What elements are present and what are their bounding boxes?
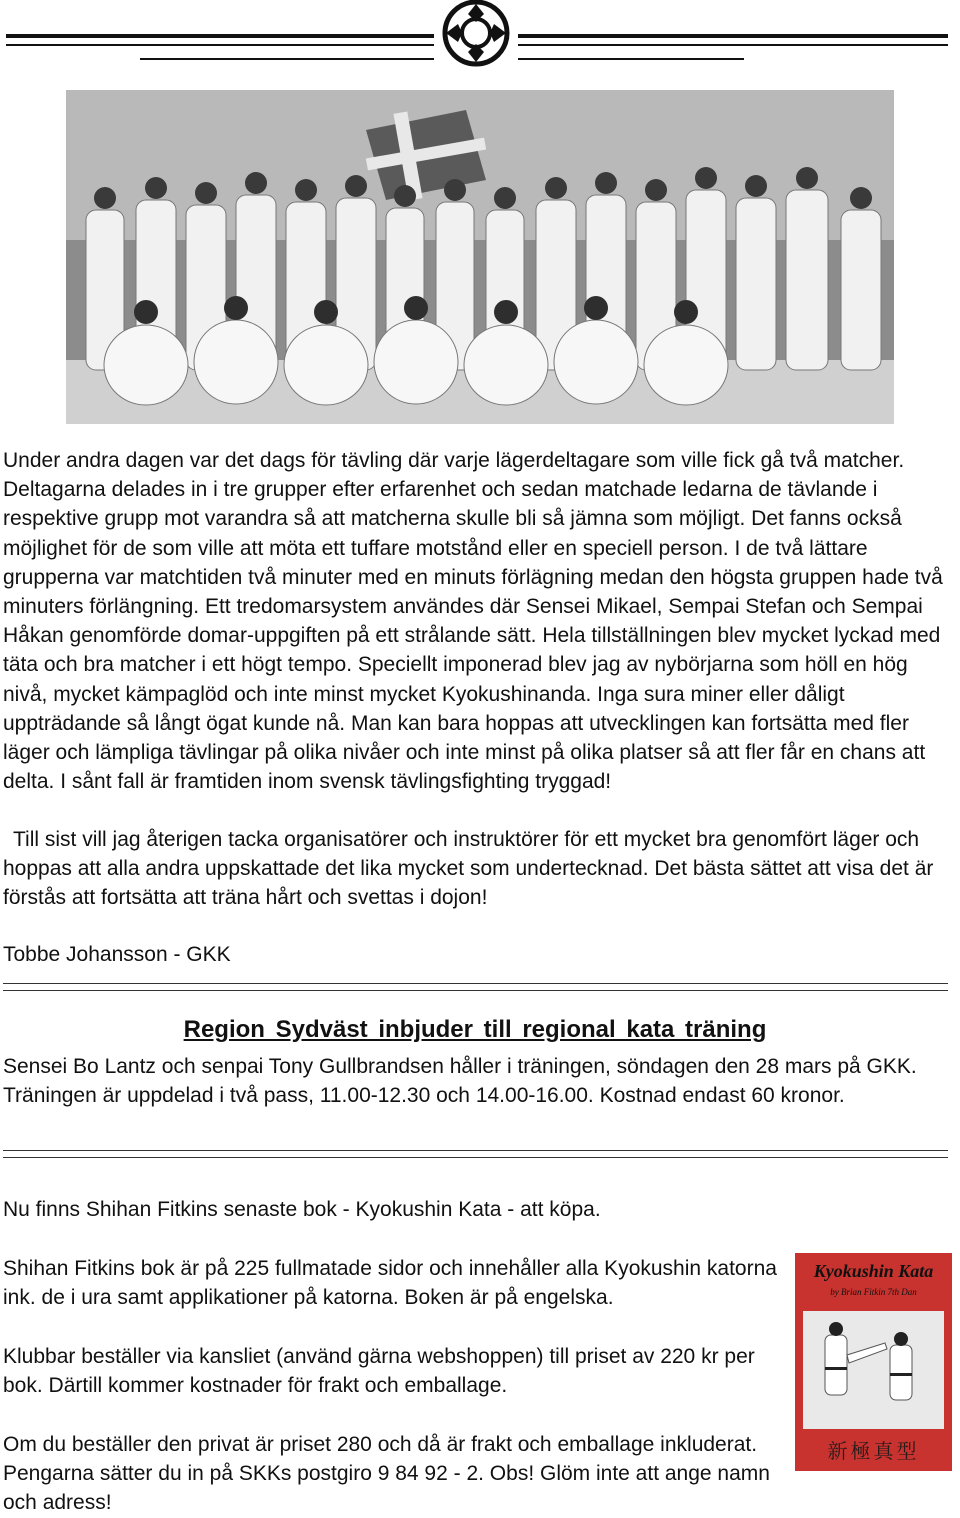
book-paragraph-3: Om du beställer den privat är priset 280 och då är frakt och emballage inkluderat. Pengarna sätter du in på SKKs postgiro 9 84 92 - 2. Obs! Glöm inte att ange namn och adress! (3, 1433, 770, 1515)
region-body: Sensei Bo Lantz och senpai Tony Gullbrandsen håller i träningen, söndagen den 28 mars på GKK. Träningen är uppdelad i två pass, 11.00-12.30 och 14.00-16.00. Kostnad endast 60 kronor. (3, 1055, 917, 1108)
header-rule-thin-right (518, 58, 744, 60)
karate-group-photo-icon (66, 90, 894, 424)
book-cover-karate-figures (795, 1305, 952, 1435)
separator-rule (3, 1150, 948, 1151)
book-paragraph-2: Klubbar beställer via kansliet (använd gärna webshoppen) till priset av 220 kr per bok. Därtill kommer kostnader för frakt och emballage. (3, 1345, 755, 1398)
header-rule-bottom-right (518, 44, 948, 46)
separator-rule (3, 983, 948, 984)
group-photo (66, 90, 894, 424)
article-paragraph-1: Under andra dagen var det dags för tävling där varje lägerdeltagare som ville fick gå två matcher. Deltagarna delades in i tre grupper efter erfarenhet och sedan matchade ledarna de tävlande i respektive grupp mot varandra så att matcherna skulle bli så jämna som möjligt. Det fanns också möjlighet för de som ville att möta ett tuffare motstånd eller en speciell person. I de två lättare grupperna var matchtiden två minuter med en minuts förlägning medan den högsta gruppen hade två minuters förlängning. Ett tredomarsystem användes där Sensei Mikael, Sempai Stefan och Sempai Håkan genomförde domar-uppgiften på ett strålande sätt. Hela tillställningen blev mycket lyckad med täta och bra matcher i ett högt tempo. Speciellt imponerad blev jag av nybörjarna som höll en hög nivå, mycket kämpaglöd och inte minst mycket Kyokushinanda. Inga sura miner eller dåligt uppträdande så långt ögat kunde nå. Man kan bara hoppas att utvecklingen kan fortsätta med fler läger och lämpliga tävlingar på olika nivåer och inte minst på olika platser så att fler får en chans att delta. I sånt fall är framtiden inom svensk tävlingsfighting tryggad! (3, 449, 943, 794)
kanku-symbol-icon (440, 0, 512, 70)
separator-rule (3, 990, 948, 991)
book-cover-kanji: 新極真型 (827, 1439, 920, 1463)
book-paragraph-1: Shihan Fitkins bok är på 225 fullmatade sidor och innehåller alla Kyokushin katorna ink. de i ura samt applikationer på katorna. Boken är på engelska. (3, 1257, 777, 1310)
article-author: Tobbe Johansson - GKK (3, 943, 231, 966)
header-rule-top-right (518, 34, 948, 38)
book-headline: Nu finns Shihan Fitkins senaste bok - Kyokushin Kata - att köpa. (3, 1198, 601, 1221)
header-rule-top (6, 34, 434, 38)
book-cover-author: by Brian Fitkin 7th Dan (830, 1287, 917, 1297)
article-paragraph-2: Till sist vill jag återigen tacka organisatörer och instruktörer för ett mycket bra genomfört läger och hoppas att alla andra uppskattade det lika mycket som undertecknad. Det bästa sättet att visa det är förstås att fortsätta att träna hårt och svettas i dojon! (3, 828, 934, 910)
separator-rule (3, 1157, 948, 1158)
header-rule-thin-left (140, 58, 434, 60)
header-rule-bottom (6, 44, 434, 46)
book-cover (795, 1253, 952, 1471)
book-cover-title: Kyokushin Kata (813, 1261, 934, 1281)
region-title: Region Sydväst inbjuder till regional kata träning (183, 1016, 767, 1043)
